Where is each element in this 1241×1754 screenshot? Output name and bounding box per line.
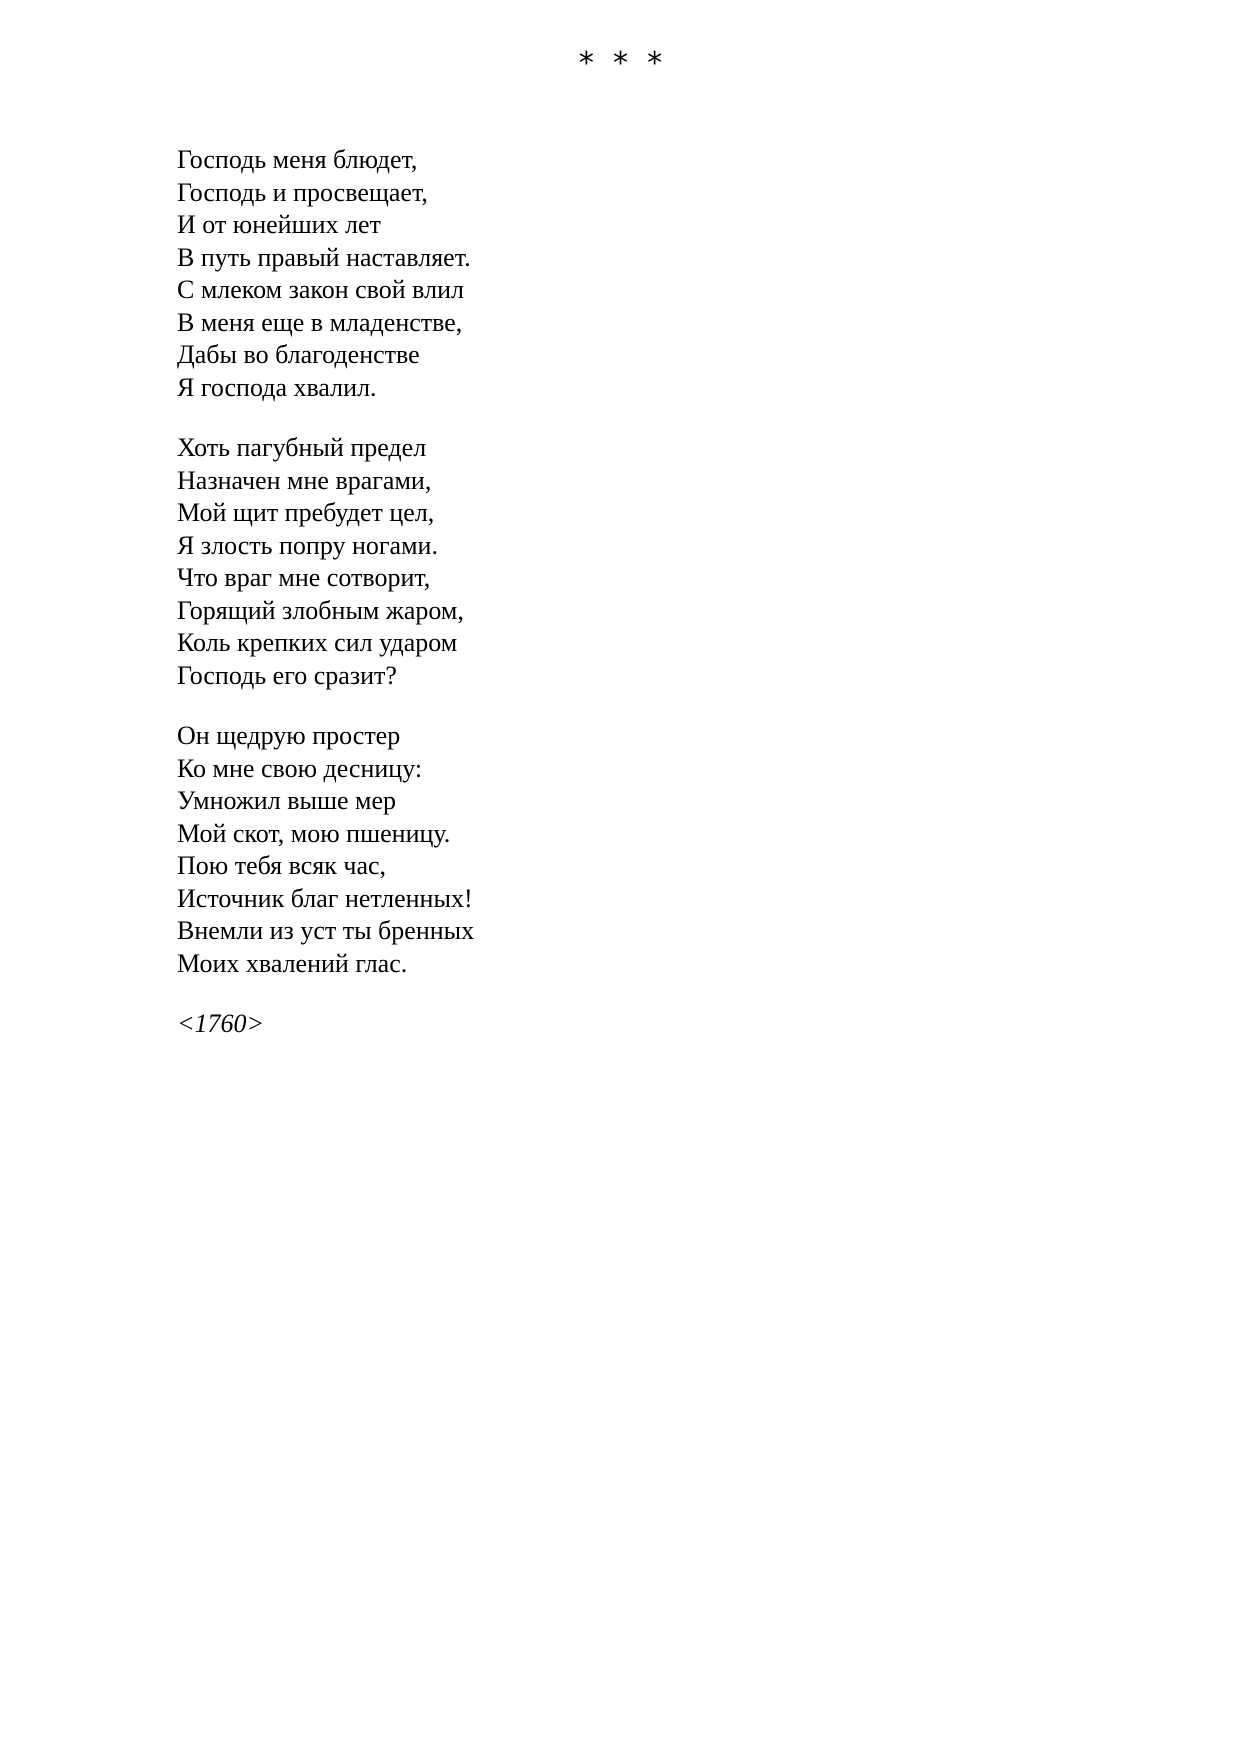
poem-line: Дабы во благоденстве — [177, 340, 420, 369]
poem-line: Пою тебя всяк час, — [177, 851, 387, 880]
poem-line: Моих хвалений глас. — [177, 948, 408, 978]
stanza-3 — [177, 720, 1077, 980]
poem-date: <1760> — [177, 1009, 265, 1038]
poem-line: Внемли из уст ты бренных — [177, 916, 475, 945]
poem-line: Горящий злобным жаром, — [177, 595, 464, 625]
poem-line: Я господа хвалил. — [177, 372, 377, 402]
poem-line: Мой скот, мою пшеницу. — [177, 818, 451, 848]
poem-line: В путь правый наставляет. — [177, 242, 471, 272]
poem-line: С млеком закон свой влил — [177, 275, 464, 304]
poem-line: Он щедрую простер — [177, 721, 401, 750]
poem-line: Мой щит пребудет цел, — [177, 498, 435, 527]
poem-line: Умножил выше мер — [177, 786, 396, 815]
poem-body — [177, 144, 1077, 1041]
poem-line: Назначен мне врагами, — [177, 465, 432, 495]
stanza-2 — [177, 432, 1077, 692]
poem-line: Ко мне свою десницу: — [177, 753, 423, 783]
poem-line: Господь и просвещает, — [177, 177, 428, 207]
poem-line: И от юнейших лет — [177, 210, 381, 239]
poem-line: Господь его сразит? — [177, 660, 397, 690]
poem-line: Что враг мне сотворит, — [177, 563, 431, 592]
poem-line: Источник благ нетленных! — [177, 883, 473, 913]
section-separator-asterisks: * * * — [578, 46, 663, 81]
poem-line: Я злость попру ногами. — [177, 530, 438, 560]
poem-line: В меня еще в младенстве, — [177, 307, 463, 337]
poem-line: Коль крепких сил ударом — [177, 628, 458, 657]
poem-line: Хоть пагубный предел — [177, 433, 427, 462]
poem-line: Господь меня блюдет, — [177, 145, 418, 174]
stanza-1 — [177, 144, 1077, 404]
